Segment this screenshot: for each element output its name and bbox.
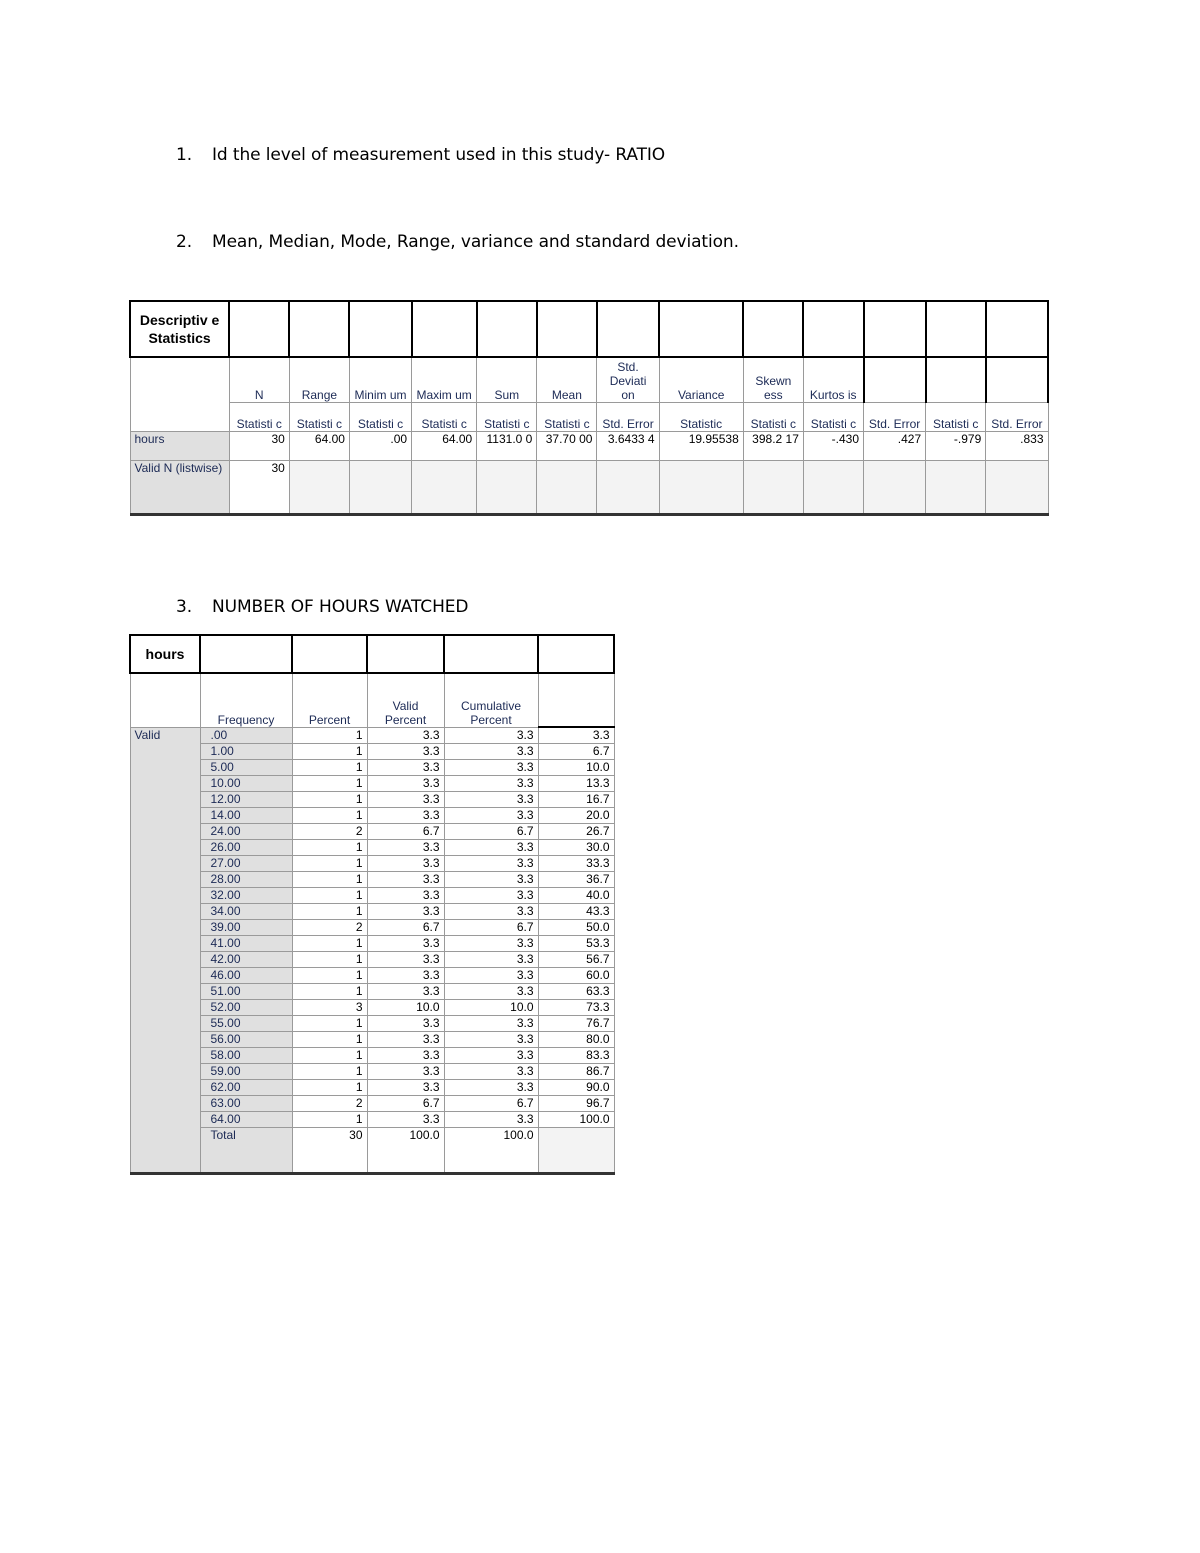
table-cell: 3.3 <box>367 1032 444 1048</box>
table-cell: 3.3 <box>367 1048 444 1064</box>
table-row <box>130 904 614 920</box>
table-cell: 3.3 <box>444 1112 538 1128</box>
row-label: 52.00 <box>200 1000 292 1016</box>
table-row <box>130 1112 614 1128</box>
col-subheader: Std. Error <box>986 403 1048 432</box>
table-row <box>130 808 614 824</box>
row-label: 46.00 <box>200 968 292 984</box>
col-header: Frequency <box>200 673 292 727</box>
table-row <box>130 1064 614 1080</box>
descriptive-statistics-table <box>129 300 1049 516</box>
question-3 <box>176 597 468 617</box>
table-cell: 6.7 <box>538 744 614 760</box>
col-header <box>864 357 926 403</box>
table-cell: 64.00 <box>412 432 477 461</box>
col-subheader: Statisti c <box>926 403 986 432</box>
row-label: hours <box>130 432 229 461</box>
table-cell: 3.3 <box>367 904 444 920</box>
table-cell: 3.3 <box>444 727 538 744</box>
table-cell: 3.3 <box>444 792 538 808</box>
table-cell: 10.0 <box>367 1000 444 1016</box>
table-cell: 3.6433 4 <box>597 432 659 461</box>
table-row <box>130 936 614 952</box>
table-cell: 398.2 17 <box>743 432 803 461</box>
table-cell: 3.3 <box>444 952 538 968</box>
table-cell: 3.3 <box>367 856 444 872</box>
row-label: 63.00 <box>200 1096 292 1112</box>
table-row <box>130 727 614 744</box>
row-label: 34.00 <box>200 904 292 920</box>
table-cell: 83.3 <box>538 1048 614 1064</box>
table-cell: 3.3 <box>444 1016 538 1032</box>
table-cell: 43.3 <box>538 904 614 920</box>
row-label: 12.00 <box>200 792 292 808</box>
table-cell: 56.7 <box>538 952 614 968</box>
row-label: 24.00 <box>200 824 292 840</box>
table-cell: 33.3 <box>538 856 614 872</box>
table-cell: 3.3 <box>367 792 444 808</box>
table-cell: 3.3 <box>444 904 538 920</box>
table-cell: 3.3 <box>444 872 538 888</box>
table-cell: 3.3 <box>444 1080 538 1096</box>
table-cell: 3.3 <box>444 808 538 824</box>
row-label: 41.00 <box>200 936 292 952</box>
table-cell: 30.0 <box>538 840 614 856</box>
table-cell: 1 <box>292 1080 367 1096</box>
col-header: Range <box>289 357 349 403</box>
table-cell: -.430 <box>803 432 863 461</box>
table-cell: 6.7 <box>367 824 444 840</box>
table-cell: 86.7 <box>538 1064 614 1080</box>
row-label: 1.00 <box>200 744 292 760</box>
question-number: 1. <box>176 145 193 165</box>
table-cell: 1 <box>292 840 367 856</box>
row-label: 28.00 <box>200 872 292 888</box>
col-subheader: Statistic <box>659 403 743 432</box>
row-label: 42.00 <box>200 952 292 968</box>
table-row <box>130 888 614 904</box>
table-cell: 3.3 <box>367 808 444 824</box>
row-label: 26.00 <box>200 840 292 856</box>
table-cell: 90.0 <box>538 1080 614 1096</box>
table-cell: .00 <box>349 432 411 461</box>
col-header: N <box>229 357 289 403</box>
table-cell: 60.0 <box>538 968 614 984</box>
row-label: 62.00 <box>200 1080 292 1096</box>
row-label: 55.00 <box>200 1016 292 1032</box>
question-2 <box>176 232 739 252</box>
table-cell: 1 <box>292 936 367 952</box>
table-row <box>130 968 614 984</box>
table-cell: 3.3 <box>367 936 444 952</box>
table-cell: 3.3 <box>367 744 444 760</box>
table-row <box>130 1016 614 1032</box>
table-cell: 100.0 <box>444 1128 538 1174</box>
table-cell: 1 <box>292 1048 367 1064</box>
col-subheader: Statisti c <box>537 403 597 432</box>
row-label: 10.00 <box>200 776 292 792</box>
table-cell: 1 <box>292 792 367 808</box>
table-cell: 3.3 <box>444 1048 538 1064</box>
table-cell: 1 <box>292 808 367 824</box>
table-cell: 20.0 <box>538 808 614 824</box>
table-cell: 3.3 <box>444 1064 538 1080</box>
table-cell: -.979 <box>926 432 986 461</box>
col-subheader: Statisti c <box>477 403 537 432</box>
table-cell: 80.0 <box>538 1032 614 1048</box>
table-cell: 13.3 <box>538 776 614 792</box>
row-label: Valid N (listwise) <box>130 461 229 515</box>
table-cell: 3.3 <box>444 936 538 952</box>
table-cell: 2 <box>292 824 367 840</box>
table-row <box>130 952 614 968</box>
col-subheader: Statisti c <box>289 403 349 432</box>
table-cell: 30 <box>229 461 289 515</box>
col-header: Mean <box>537 357 597 403</box>
table-cell: 16.7 <box>538 792 614 808</box>
table-cell: 63.3 <box>538 984 614 1000</box>
table-cell: 1 <box>292 904 367 920</box>
table-cell: 3.3 <box>444 760 538 776</box>
table-row <box>130 461 1048 515</box>
col-header <box>926 357 986 403</box>
col-header: Kurtos is <box>803 357 863 403</box>
question-text: Mean, Median, Mode, Range, variance and standard deviation. <box>212 232 739 252</box>
table-cell: 3.3 <box>444 840 538 856</box>
table-row <box>130 1032 614 1048</box>
table-cell: 40.0 <box>538 888 614 904</box>
table-row <box>130 1048 614 1064</box>
col-subheader: Statisti c <box>412 403 477 432</box>
col-header: Cumulative Percent <box>444 673 538 727</box>
table-row <box>130 776 614 792</box>
row-label: 27.00 <box>200 856 292 872</box>
col-header: Percent <box>292 673 367 727</box>
frequency-title: hours <box>130 635 200 673</box>
table-cell: 3.3 <box>367 776 444 792</box>
table-cell: 3.3 <box>367 888 444 904</box>
table-cell: 19.95538 <box>659 432 743 461</box>
col-header: Std. Deviati on <box>597 357 659 403</box>
table-cell: 10.0 <box>538 760 614 776</box>
table-cell: 3.3 <box>444 776 538 792</box>
question-text: Id the level of measurement used in this study- RATIO <box>212 145 666 165</box>
table-cell: 1 <box>292 984 367 1000</box>
col-header: Maxim um <box>412 357 477 403</box>
table-cell: 3.3 <box>367 727 444 744</box>
table-cell: 26.7 <box>538 824 614 840</box>
table-cell: 1 <box>292 760 367 776</box>
row-label: 56.00 <box>200 1032 292 1048</box>
table-cell: 36.7 <box>538 872 614 888</box>
descriptive-title: Descriptiv e Statistics <box>130 301 229 357</box>
col-subheader: Std. Error <box>597 403 659 432</box>
table-cell: 6.7 <box>367 1096 444 1112</box>
col-header: Sum <box>477 357 537 403</box>
table-cell: 53.3 <box>538 936 614 952</box>
table-row <box>130 920 614 936</box>
table-cell: 3.3 <box>538 727 614 744</box>
row-label: .00 <box>200 727 292 744</box>
table-cell: 6.7 <box>444 1096 538 1112</box>
table-cell: 3.3 <box>367 1064 444 1080</box>
table-cell: 30 <box>229 432 289 461</box>
col-subheader: Statisti c <box>803 403 863 432</box>
col-subheader: Statisti c <box>349 403 411 432</box>
table-row <box>130 1080 614 1096</box>
table-row <box>130 744 614 760</box>
table-cell: 2 <box>292 920 367 936</box>
row-label: Total <box>200 1128 292 1174</box>
table-cell: 1 <box>292 968 367 984</box>
row-label: 64.00 <box>200 1112 292 1128</box>
table-cell: 1 <box>292 727 367 744</box>
table-cell: 1131.0 0 <box>477 432 537 461</box>
row-label: 58.00 <box>200 1048 292 1064</box>
table-cell: .833 <box>986 432 1048 461</box>
table-cell: 3.3 <box>367 952 444 968</box>
table-row <box>130 824 614 840</box>
table-cell: 73.3 <box>538 1000 614 1016</box>
col-header: Valid Percent <box>367 673 444 727</box>
question-1 <box>176 145 665 165</box>
table-cell: 1 <box>292 744 367 760</box>
row-label: 51.00 <box>200 984 292 1000</box>
col-header: Skewn ess <box>743 357 803 403</box>
row-label: 59.00 <box>200 1064 292 1080</box>
group-label: Valid <box>130 727 200 1174</box>
table-cell: 50.0 <box>538 920 614 936</box>
table-cell: 3.3 <box>367 840 444 856</box>
table-cell: 3 <box>292 1000 367 1016</box>
table-cell: 76.7 <box>538 1016 614 1032</box>
table-cell: 3.3 <box>444 744 538 760</box>
table-cell: 3.3 <box>367 1112 444 1128</box>
table-row <box>130 872 614 888</box>
table-cell: .427 <box>864 432 926 461</box>
table-cell: 1 <box>292 1032 367 1048</box>
table-cell: 1 <box>292 856 367 872</box>
frequency-table <box>129 634 615 1175</box>
table-cell: 1 <box>292 776 367 792</box>
table-cell: 100.0 <box>538 1112 614 1128</box>
table-cell: 3.3 <box>367 760 444 776</box>
col-subheader: Std. Error <box>864 403 926 432</box>
table-cell: 1 <box>292 1112 367 1128</box>
table-row <box>130 432 1048 461</box>
col-subheader: Statisti c <box>743 403 803 432</box>
table-cell: 1 <box>292 888 367 904</box>
table-row <box>130 840 614 856</box>
row-label: 14.00 <box>200 808 292 824</box>
table-cell: 3.3 <box>367 1016 444 1032</box>
table-cell: 3.3 <box>367 984 444 1000</box>
table-cell: 37.70 00 <box>537 432 597 461</box>
table-row <box>130 760 614 776</box>
table-cell: 10.0 <box>444 1000 538 1016</box>
row-label: 32.00 <box>200 888 292 904</box>
table-cell: 3.3 <box>367 1080 444 1096</box>
table-row <box>130 1096 614 1112</box>
table-cell: 3.3 <box>367 968 444 984</box>
col-header <box>986 357 1048 403</box>
table-row <box>130 984 614 1000</box>
table-row <box>130 1000 614 1016</box>
question-text: NUMBER OF HOURS WATCHED <box>212 597 469 617</box>
col-header: Variance <box>659 357 743 403</box>
table-cell: 3.3 <box>367 872 444 888</box>
table-cell: 30 <box>292 1128 367 1174</box>
row-label: 39.00 <box>200 920 292 936</box>
table-row <box>130 856 614 872</box>
col-subheader: Statisti c <box>229 403 289 432</box>
question-number: 3. <box>176 597 193 617</box>
table-cell: 6.7 <box>444 920 538 936</box>
table-cell: 100.0 <box>367 1128 444 1174</box>
table-cell: 1 <box>292 952 367 968</box>
total-row <box>130 1128 614 1174</box>
table-cell: 96.7 <box>538 1096 614 1112</box>
table-cell: 1 <box>292 1016 367 1032</box>
table-cell: 1 <box>292 872 367 888</box>
table-cell <box>538 1128 614 1174</box>
table-cell: 6.7 <box>444 824 538 840</box>
table-cell: 3.3 <box>444 968 538 984</box>
table-cell: 3.3 <box>444 984 538 1000</box>
table-cell: 1 <box>292 1064 367 1080</box>
table-cell: 3.3 <box>444 1032 538 1048</box>
col-header: Minim um <box>349 357 411 403</box>
table-cell: 2 <box>292 1096 367 1112</box>
table-cell: 6.7 <box>367 920 444 936</box>
question-number: 2. <box>176 232 193 252</box>
table-cell: 3.3 <box>444 856 538 872</box>
table-cell: 64.00 <box>289 432 349 461</box>
table-row <box>130 792 614 808</box>
row-label: 5.00 <box>200 760 292 776</box>
table-cell: 3.3 <box>444 888 538 904</box>
